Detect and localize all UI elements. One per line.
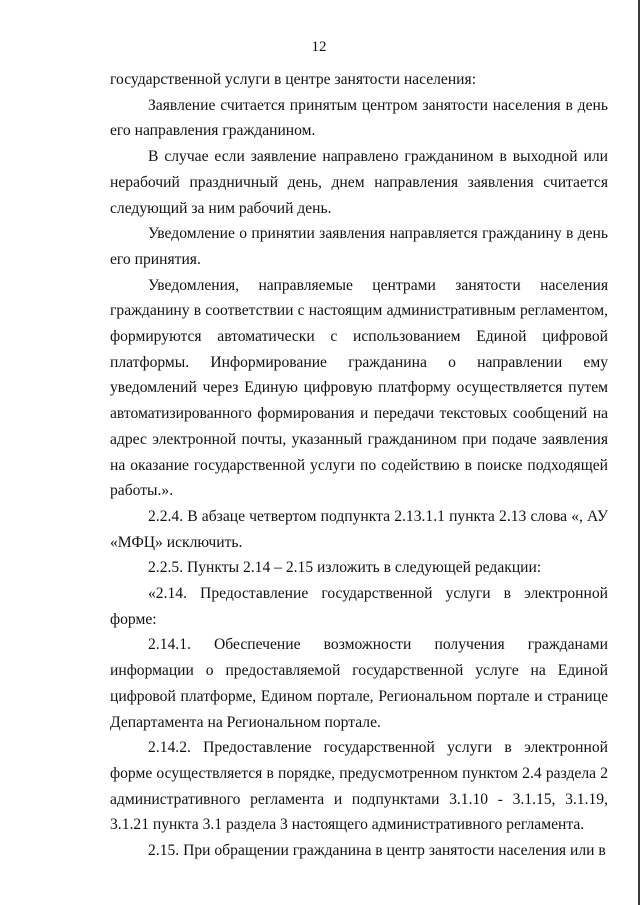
paragraph-clause-2-14: «2.14. Предоставление государственной услуги в электронной форме: <box>110 585 608 628</box>
paragraph-weekend-submission: В случае если заявление направлено гражданином в выходной или нерабочий праздничный день, днем направления заявления считается следующий за ним рабочий день. <box>110 148 608 217</box>
paragraph-clause-2-14-2: 2.14.2. Предоставление государственной услуги в электронной форме осуществляется в порядке, предусмотренном пунктом 2.4 раздела 2 административного регламента и подпунктами 3.1.10 - 3.1.15, 3.1.19, 3.1.21 пункта 3.1 раздела 3 настоящего административного регламента. <box>110 739 608 834</box>
paragraph-clause-2-2-4: 2.2.4. В абзаце четвертом подпункта 2.13.1.1 пункта 2.13 слова «, АУ «МФЦ» исключить. <box>110 507 608 551</box>
paragraph-application-accepted: Заявление считается принятым центром занятости населения в день его направления гражданином. <box>110 96 608 140</box>
document-body <box>110 67 608 864</box>
paragraph-clause-2-14-1: 2.14.1. Обеспечение возможности получения гражданами информации о предоставляемой государственной услуге на Единой цифровой платформе, Едином портале, Региональном портале и странице Департамента на Региональном портале. <box>110 636 608 731</box>
page-number: 12 <box>311 39 327 55</box>
paragraph-clause-2-2-5: 2.2.5. Пункты 2.14 – 2.15 изложить в следующей редакции: <box>148 559 542 577</box>
paragraph-continuation: государственной услуги в центре занятости населения: <box>110 71 477 88</box>
paragraph-notifications: Уведомления, направляемые центрами занятости населения гражданину в соответствии с настоящим административным регламентом, формируются автоматически с использованием Единой цифровой платформы. Информирование гражданина о направлении ему уведомлений через Единую цифровую платформу осуществляется путем автоматизированного формирования и передачи текстовых сообщений на адрес электронной почты, указанный гражданином при подаче заявления на оказание государственной услуги по содействию в поиске подходящей работы.». <box>110 276 608 500</box>
paragraph-clause-2-15: 2.15. При обращении гражданина в центр занятости населения или в <box>148 842 606 860</box>
paragraph-acceptance-notice: Уведомление о принятии заявления направляется гражданину в день его принятия. <box>110 225 608 268</box>
